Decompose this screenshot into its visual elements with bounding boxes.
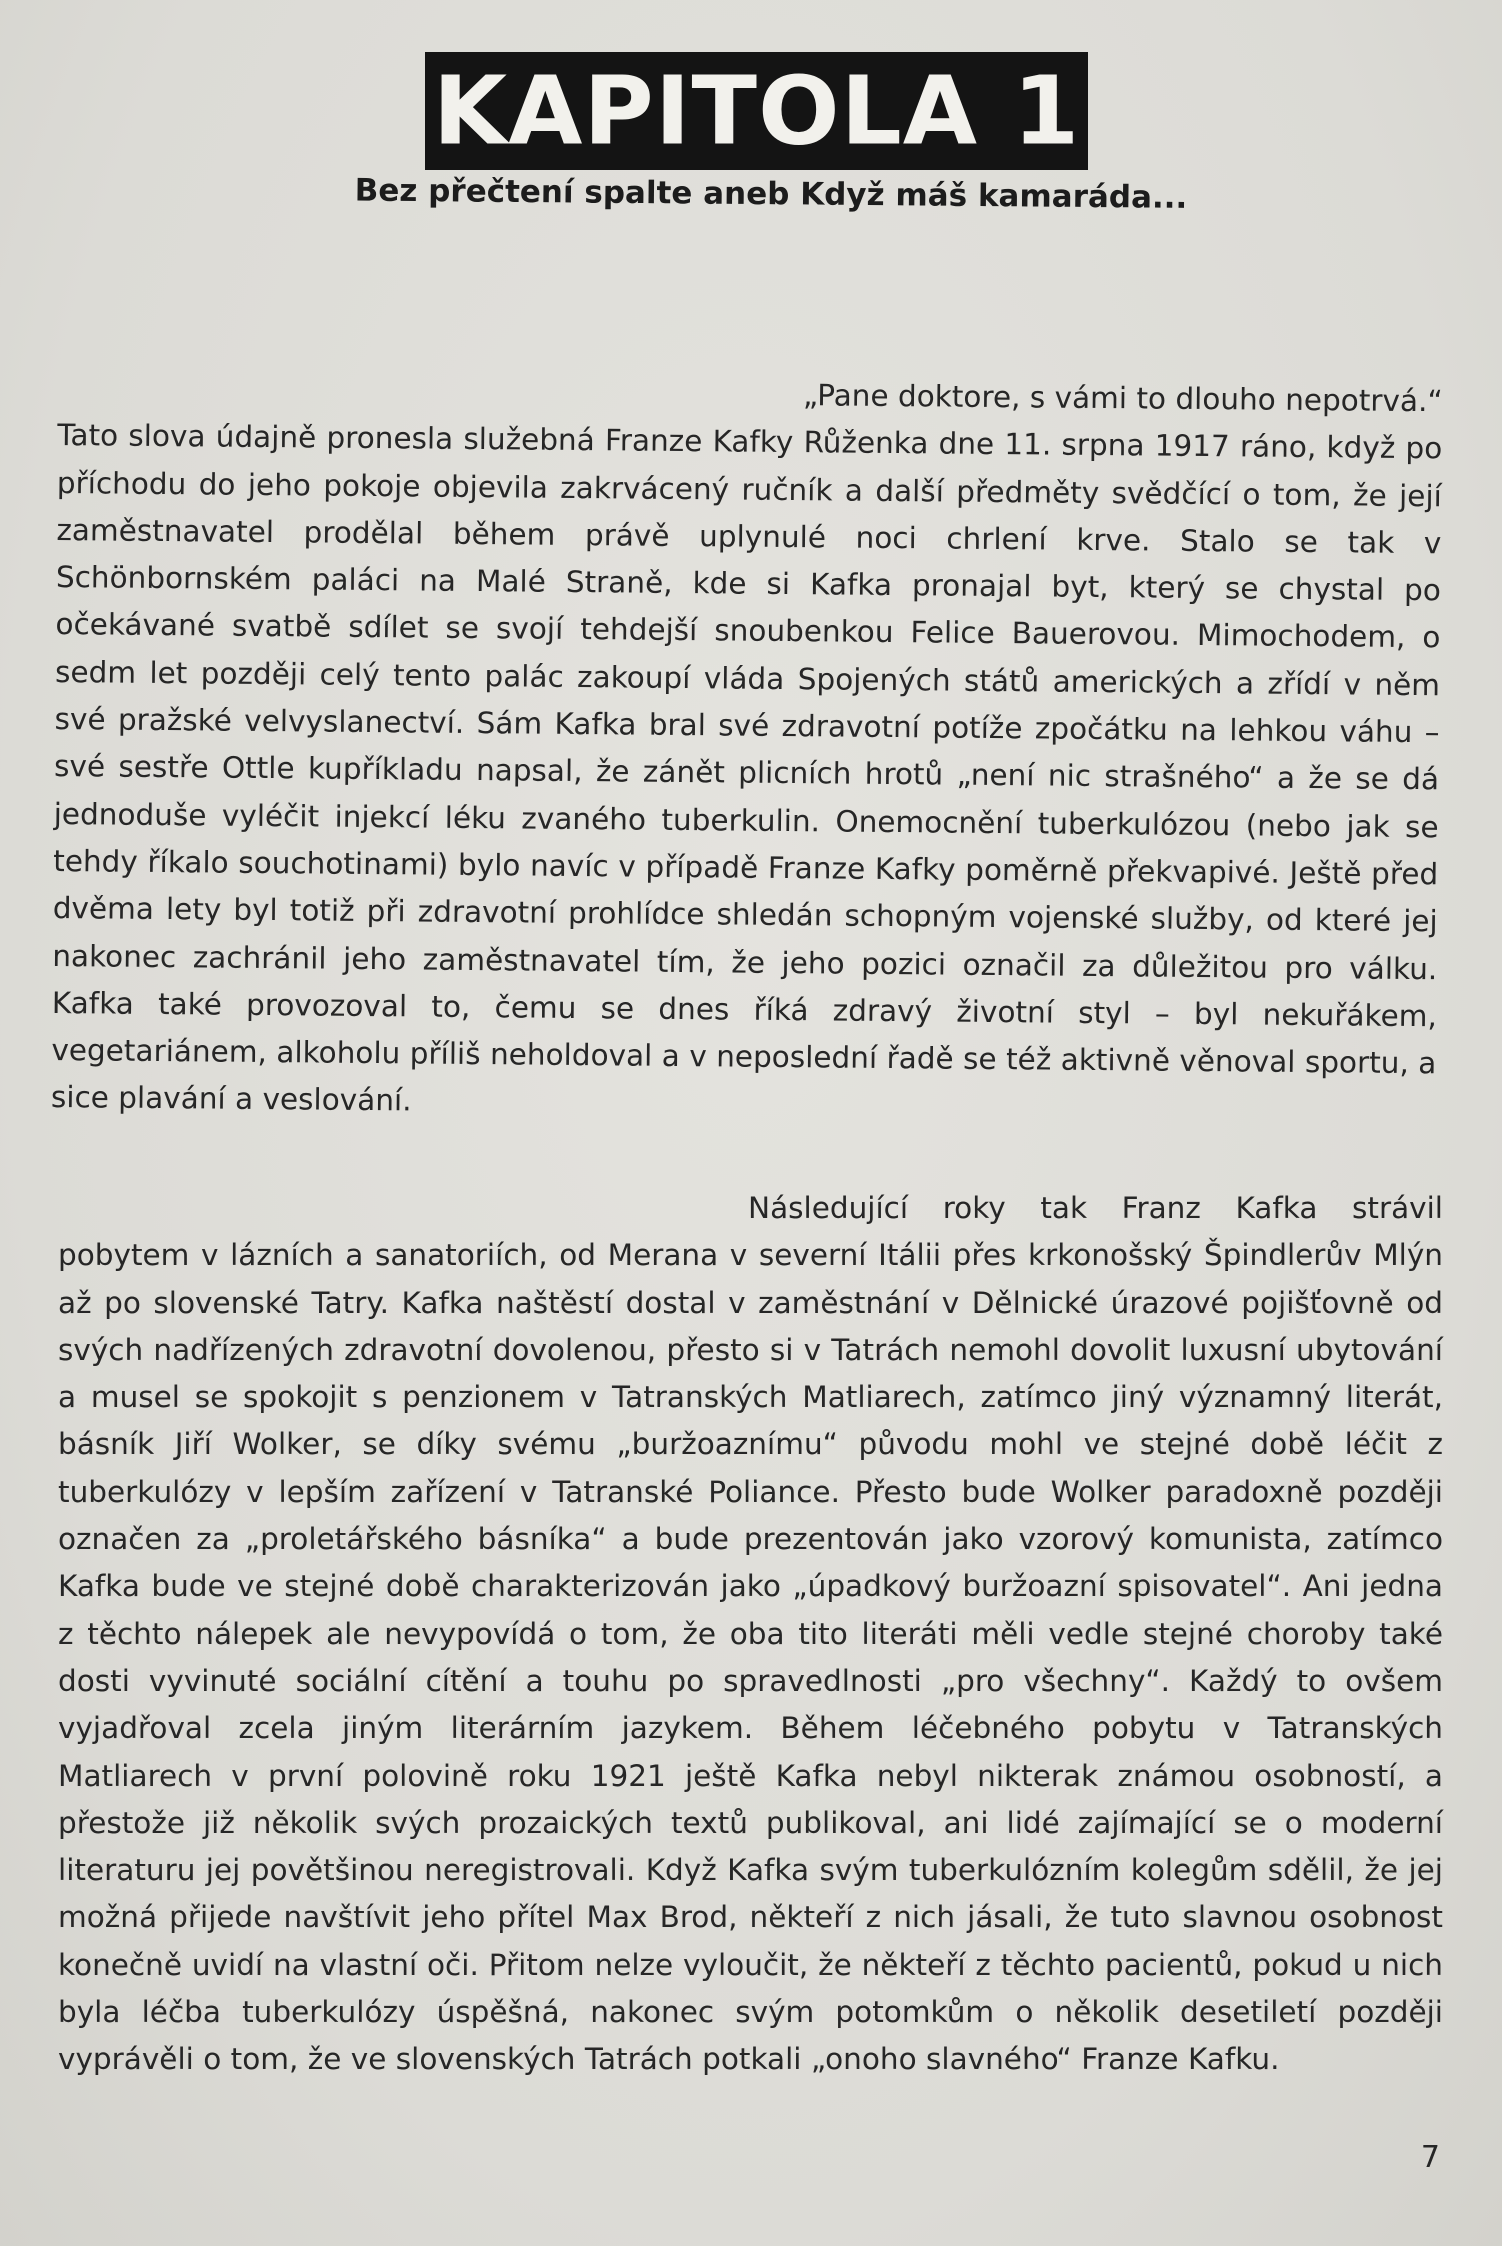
paragraph-2: Následující roky tak Franz Kafka strávil pobytem v lázních a sanatoriích, od Merana v severní Itálii přes krkonošský Špindlerův Mlýn až po slovenské Tatry. Kafka naštěstí dostal v zaměstnání v Dělnické úrazové pojišťovně od svých nadřízených zdravotní dovolenou, přesto si v Tatrách nemohl dovolit luxusní ubytování a musel se spokojit s penzionem v Tatranských Matliarech, zatímco jiný významný literát, básník Jiří Wolker, se díky svému „buržoaznímu“ původu mohl ve stejné době léčit z tuberkulózy v lepším zařízení v Tatranské Poliance. Přesto bude Wolker paradoxně později označen za „proletářského básníka“ a bude prezentován jako vzorový komunista, zatímco Kafka bude ve stejné době charakterizován jako „úpadkový buržoazní spisovatel“. Ani jedna z těchto nálepek ale nevypovídá o tom, že oba tito literáti měli vedle stejné choroby také dosti vyvinuté sociální cítění a touhu po spravedlnosti „pro všechny“. Každý to ovšem vyjadřoval zcela jiným literárním jazykem. Během léčebného pobytu v Tatranských Matliarech v první polovině roku 1921 ještě Kafka nebyl nikterak známou osobností, a přestože již několik svých prozaických textů publikoval, ani lidé zajímající se o moderní literaturu jej povětšinou neregistrovali. Když Kafka svým tuberkulózním kolegům sdělil, že jej možná přijede navštívit jeho přítel Max Brod, někteří z nich jásali, že tuto slavnou osobnost konečně uvidí na vlastní oči. Přitom nelze vyloučit, že někteří z těchto pacientů, pokud u nich byla léčba tuberkulózy úspěšná, nakonec svým potomkům o několik desetiletí později vyprávěli o tom, že ve slovenských Tatrách potkali „onoho slavného“ Franze Kafku. bbox=[58, 1191, 1443, 2077]
chapter-subtitle: Bez přečtení spalte aneb Když máš kamaráda... bbox=[354, 172, 1188, 216]
paragraph-1 bbox=[51, 365, 1443, 1135]
opening-quote: „Pane doktore, s vámi to dlouho nepotrvá.“ bbox=[802, 378, 1443, 419]
page-number: 7 bbox=[1420, 2140, 1440, 2175]
chapter-banner bbox=[425, 52, 1088, 170]
paragraph-1-text: Tato slova údajně pronesla služebná Franze Kafky Růženka dne 11. srpna 1917 ráno, když po příchodu do jeho pokoje objevila zakrvácený ručník a další předměty svědčící o tom, že její zaměstnavatel prodělal během právě uplynulé noci chrlení krve. Stalo se tak v Schönbornském paláci na Malé Straně, kde si Kafka pronajal byt, který se chystal po očekávané svatbě sdílet se svojí tehdejší snoubenkou Felice Bauerovou. Mimochodem, o sedm let později celý tento palác zakoupí vláda Spojených států amerických a zřídí v něm své pražské velvyslanectví. Sám Kafka bral své zdravotní potíže zpočátku na lehkou váhu – své sestře Ottle kupříkladu napsal, že zánět plicních hrotů „není nic strašného“ a že se dá jednoduše vyléčit injekcí léku zvaného tuberkulin. Onemocnění tuberkulózou (nebo jak se tehdy říkalo souchotinami) bylo navíc v případě Franze Kafky poměrně překvapivé. Ještě před dvěma lety byl totiž při zdravotní prohlídce shledán schopným vojenské služby, od které jej nakonec zachránil jeho zaměstnavatel tím, že jeho pozici označil za důležitou pro válku. Kafka také provozoval to, čemu se dnes říká zdravý životní styl – byl nekuřákem, vegetariánem, alkoholu příliš neholdoval a v neposlední řadě se též aktivně věnoval sportu, a sice plavání a veslování. bbox=[50, 418, 1443, 1118]
chapter-title: KAPITOLA 1 bbox=[432, 56, 1081, 166]
